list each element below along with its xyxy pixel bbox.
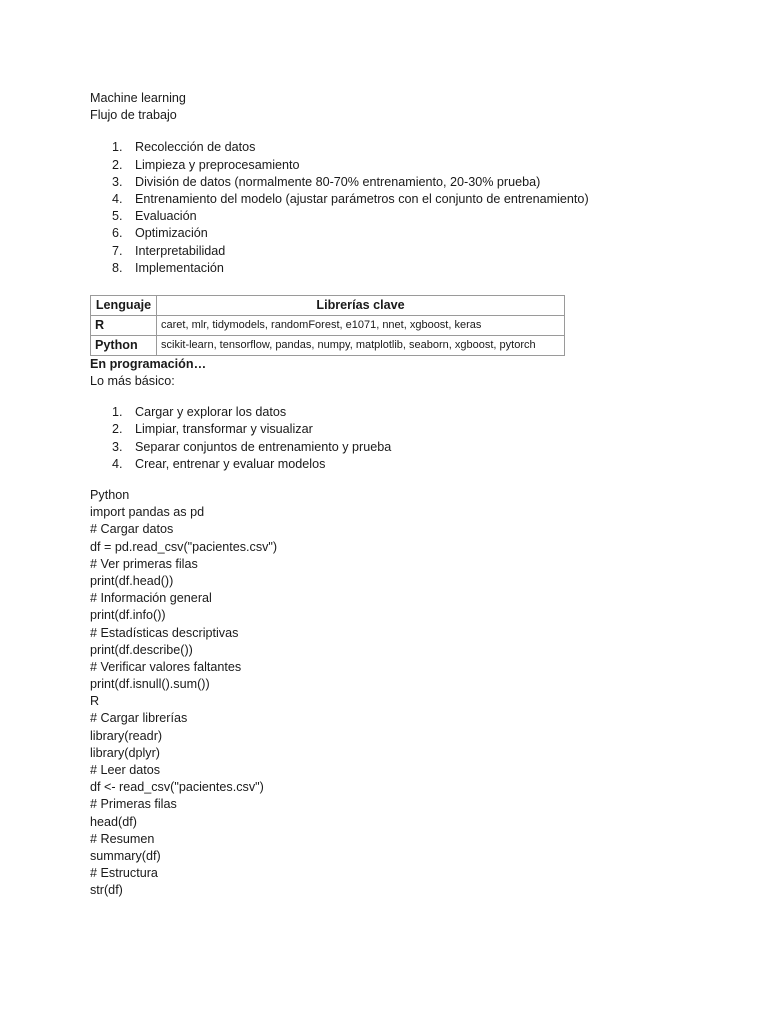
code-line: print(df.isnull().sum())	[90, 677, 210, 692]
libraries-table	[90, 295, 565, 356]
table-row	[91, 315, 565, 335]
list-item: 1. Recolección de datos	[112, 140, 256, 155]
code-line: head(df)	[90, 814, 137, 829]
code-line: library(dplyr)	[90, 745, 160, 760]
code-line: str(df)	[90, 883, 123, 898]
code-line: import pandas as pd	[90, 505, 205, 520]
code-line: df = pd.read_csv("pacientes.csv")	[90, 539, 278, 554]
doc-title: Machine learning	[90, 91, 186, 105]
code-line: # Información general	[90, 591, 212, 606]
list-item: 3. Separar conjuntos de entrenamiento y prueba	[112, 439, 392, 454]
workflow-list	[90, 139, 690, 277]
code-line: # Leer datos	[90, 763, 161, 777]
cell-language: R	[91, 315, 157, 335]
code-line: # Resumen	[90, 831, 155, 846]
list-item: 8. Implementación	[112, 260, 224, 275]
r-section	[90, 693, 690, 899]
code-line: print(df.head())	[90, 573, 174, 588]
list-item: 4. Entrenamiento del modelo (ajustar parámetros con el conjunto de entrenamiento)	[112, 191, 589, 206]
list-item: 2. Limpieza y preprocesamiento	[112, 157, 300, 172]
r-heading: R	[90, 694, 100, 709]
code-line: df <- read_csv("pacientes.csv")	[90, 780, 264, 795]
list-item: 3. División de datos (normalmente 80-70% entrenamiento, 20-30% prueba)	[112, 174, 541, 189]
code-line: library(readr)	[90, 728, 163, 743]
code-line: # Cargar datos	[90, 522, 174, 537]
code-line: # Ver primeras filas	[90, 556, 198, 571]
code-line: print(df.describe())	[90, 642, 193, 657]
table-row	[91, 335, 565, 355]
doc-subtitle: Flujo de trabajo	[90, 108, 177, 123]
code-line: # Cargar librerías	[90, 711, 188, 726]
document-page	[90, 90, 690, 900]
header-libraries: Librerías clave	[157, 295, 565, 315]
list-item: 7. Interpretabilidad	[112, 243, 226, 258]
code-line: summary(df)	[90, 848, 161, 863]
cell-libraries: scikit-learn, tensorflow, pandas, numpy, matplotlib, seaborn, xgboost, pytorch	[157, 335, 565, 355]
python-heading: Python	[90, 488, 130, 502]
cell-libraries: caret, mlr, tidymodels, randomForest, e1071, nnet, xgboost, keras	[157, 315, 565, 335]
code-line: print(df.info())	[90, 608, 166, 623]
list-item: 1. Cargar y explorar los datos	[112, 405, 287, 420]
cell-language: Python	[91, 335, 157, 355]
list-item: 4. Crear, entrenar y evaluar modelos	[112, 456, 326, 471]
programming-heading: En programación…	[90, 356, 207, 371]
programming-intro: Lo más básico:	[90, 374, 175, 389]
code-line: # Estructura	[90, 866, 158, 881]
code-line: # Verificar valores faltantes	[90, 659, 242, 674]
code-line: # Primeras filas	[90, 797, 177, 812]
table-header-row	[91, 295, 565, 315]
list-item: 5. Evaluación	[112, 209, 197, 224]
header-language: Lenguaje	[91, 295, 157, 315]
list-item: 6. Optimización	[112, 226, 208, 241]
python-section	[90, 487, 690, 693]
list-item: 2. Limpiar, transformar y visualizar	[112, 422, 313, 437]
code-line: # Estadísticas descriptivas	[90, 625, 239, 640]
programming-list	[90, 404, 690, 473]
